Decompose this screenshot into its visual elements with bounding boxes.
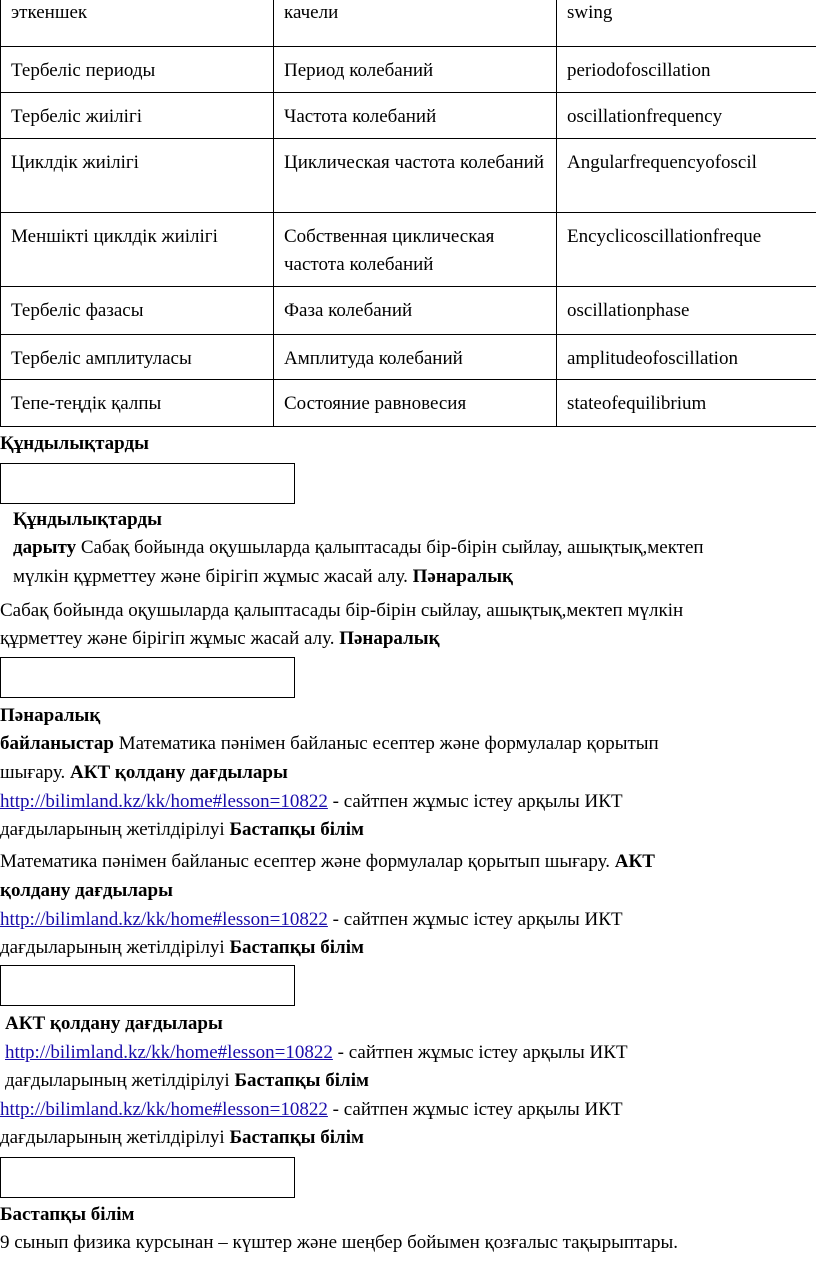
table-cell: Период колебаний xyxy=(274,47,557,93)
table-cell: periodofoscillation xyxy=(557,47,816,93)
table-cell: Собственная циклическая частота колебаний xyxy=(274,213,557,287)
links-line-2: шығару. АКТ қолдану дағдылары xyxy=(0,762,288,783)
values-label: Құндылықтарды xyxy=(13,509,162,530)
table-cell: Циклдік жиілігі xyxy=(1,139,274,213)
table-row xyxy=(1,0,816,47)
table-cell: качели xyxy=(274,0,557,47)
ict-label: АКТ қолдану дағдылары xyxy=(5,1013,223,1034)
empty-cell-box xyxy=(0,463,295,504)
table-cell: Тепе-теңдік қалпы xyxy=(1,380,274,427)
links-block xyxy=(0,702,659,845)
values-heading: Құндылықтарды xyxy=(0,433,149,454)
links-paragraph: Математика пәнімен байланыс есептер және формулалар қорытып шығару. АКТ қолдану дағдылары http://bilimland.kz/kk/home#lesson=10822 - сайтпен жұмыс істеу арқылы ИКТ дағдыларының жетілдірілуі Бастапқы білім xyxy=(0,851,655,958)
empty-cell-box xyxy=(0,1157,295,1198)
values-heading-line xyxy=(0,430,149,459)
prior-block: Бастапқы білім 9 сынып физика курсынан – күштер және шеңбер бойымен қозғалыс тақырыптары. xyxy=(0,1201,678,1258)
table-cell: Тербеліс жиілігі xyxy=(1,93,274,139)
table-cell: Тербеліс амплитуласы xyxy=(1,335,274,380)
table-row xyxy=(1,213,816,287)
values-line-2: мүлкін құрметтеу және бірігіп жұмыс жасай алу. Пәнаралық xyxy=(13,566,513,587)
table-row xyxy=(1,47,816,93)
table-cell: oscillationphase xyxy=(557,287,816,335)
table-row xyxy=(1,139,816,213)
table-cell: Амплитуда колебаний xyxy=(274,335,557,380)
table-cell: Состояние равновесия xyxy=(274,380,557,427)
table-cell: Тербеліс фазасы xyxy=(1,287,274,335)
bilimland-link[interactable]: http://bilimland.kz/kk/home#lesson=10822 xyxy=(0,791,328,812)
table-row xyxy=(1,287,816,335)
table-row xyxy=(1,335,816,380)
links-label: Пәнаралық xyxy=(0,705,101,726)
bilimland-link[interactable]: http://bilimland.kz/kk/home#lesson=10822 xyxy=(0,909,328,930)
prior-label: Бастапқы білім xyxy=(0,1204,135,1225)
table-row xyxy=(1,380,816,427)
table-cell: stateofequilibrium xyxy=(557,380,816,427)
table-cell: swing xyxy=(557,0,816,47)
ict-block: АКТ қолдану дағдылары http://bilimland.kz/kk/home#lesson=10822 - сайтпен жұмыс істеу арқылы ИКТ дағдыларының жетілдірілуі Бастапқы білім xyxy=(5,1013,628,1091)
table-row xyxy=(1,93,816,139)
table-cell: Encyclicoscillationfreque xyxy=(557,213,816,287)
table-cell: amplitudeofoscillation xyxy=(557,335,816,380)
table-cell: Циклическая частота колебаний xyxy=(274,139,557,213)
ict-paragraph: http://bilimland.kz/kk/home#lesson=10822 - сайтпен жұмыс істеу арқылы ИКТ дағдыларының жетілдірілуі Бастапқы білім xyxy=(0,1099,623,1148)
table-cell: Тербеліс периоды xyxy=(1,47,274,93)
empty-cell-box xyxy=(0,965,295,1006)
table-cell: oscillationfrequency xyxy=(557,93,816,139)
table-cell: эткеншек xyxy=(1,0,274,47)
links-line-1: байланыстар Математика пәнімен байланыс есептер және формулалар қорытып xyxy=(0,733,659,754)
values-paragraph: Сабақ бойында оқушыларда қалыптасады бір-бірін сыйлау, ашықтық,мектеп мүлкін құрметтеу және бірігіп жұмыс жасай алу. Пәнаралық xyxy=(0,600,684,649)
bilimland-link[interactable]: http://bilimland.kz/kk/home#lesson=10822 xyxy=(5,1042,333,1063)
links-line-4: дағдыларының жетілдірілуі Бастапқы білім xyxy=(0,819,364,840)
values-line-1: дарыту Сабақ бойында оқушыларда қалыптасады бір-бірін сыйлау, ашықтық,мектеп xyxy=(13,537,704,558)
links-line-3: http://bilimland.kz/kk/home#lesson=10822 - сайтпен жұмыс істеу арқылы ИКТ xyxy=(0,791,623,812)
bilimland-link[interactable]: http://bilimland.kz/kk/home#lesson=10822 xyxy=(0,1099,328,1120)
terms-table xyxy=(0,0,816,427)
table-cell: Меншікті циклдік жиілігі xyxy=(1,213,274,287)
values-block xyxy=(13,506,704,592)
empty-cell-box xyxy=(0,657,295,698)
table-cell: Angularfrequencyofoscil xyxy=(557,139,816,213)
table-cell: Фаза колебаний xyxy=(274,287,557,335)
table-cell: Частота колебаний xyxy=(274,93,557,139)
